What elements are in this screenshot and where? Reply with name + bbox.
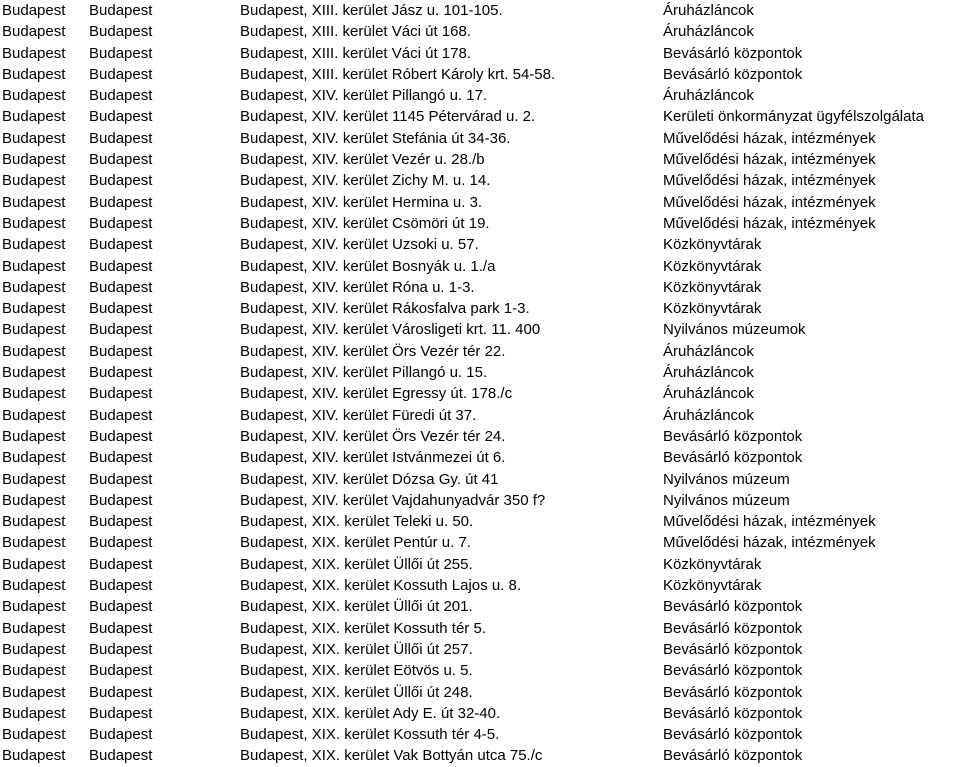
city-cell: Budapest xyxy=(2,385,66,403)
city-cell: Budapest xyxy=(2,747,66,765)
category-cell: Művelődési házak, intézmények xyxy=(663,151,876,169)
category-cell: Nyilvános múzeum xyxy=(663,470,790,488)
county-cell: Budapest xyxy=(89,427,153,445)
county-cell: Budapest xyxy=(89,704,153,722)
address-cell: Budapest, XIX. kerület Üllői út 201. xyxy=(240,598,473,616)
city-cell: Budapest xyxy=(2,534,66,552)
city-cell: Budapest xyxy=(2,406,66,424)
category-cell: Nyilvános múzeumok xyxy=(663,321,806,339)
city-cell: Budapest xyxy=(2,364,66,382)
county-cell: Budapest xyxy=(89,214,153,232)
city-cell: Budapest xyxy=(2,214,66,232)
address-cell: Budapest, XIX. kerület Pentúr u. 7. xyxy=(240,534,471,552)
city-cell: Budapest xyxy=(2,491,66,509)
county-cell: Budapest xyxy=(89,151,153,169)
city-cell: Budapest xyxy=(2,300,66,318)
category-cell: Bevásárló központok xyxy=(663,449,803,467)
county-cell: Budapest xyxy=(89,321,153,339)
county-cell: Budapest xyxy=(89,555,153,573)
table-row xyxy=(0,277,960,298)
address-cell: Budapest, XIV. kerület Hermina u. 3. xyxy=(240,193,483,211)
county-cell: Budapest xyxy=(89,257,153,275)
table-row xyxy=(0,682,960,703)
address-cell: Budapest, XIV. kerület Pillangó u. 15. xyxy=(240,364,488,382)
category-cell: Bevásárló központok xyxy=(663,65,803,83)
table-row xyxy=(0,660,960,681)
table-row xyxy=(0,319,960,340)
table-row xyxy=(0,0,960,21)
category-cell: Áruházláncok xyxy=(663,23,754,41)
city-cell: Budapest xyxy=(2,278,66,296)
city-cell: Budapest xyxy=(2,65,66,83)
address-cell: Budapest, XIV. kerület Uzsoki u. 57. xyxy=(240,236,479,254)
county-cell: Budapest xyxy=(89,300,153,318)
city-cell: Budapest xyxy=(2,23,66,41)
city-cell: Budapest xyxy=(2,449,66,467)
city-cell: Budapest xyxy=(2,555,66,573)
address-cell: Budapest, XIV. kerület Bosnyák u. 1./a xyxy=(240,257,496,275)
category-cell: Kerületi önkormányzat ügyfélszolgálata xyxy=(663,108,924,126)
category-cell: Bevásárló központok xyxy=(663,44,803,62)
address-cell: Budapest, XIV. kerület Városligeti krt. 11. 400 xyxy=(240,321,541,339)
county-cell: Budapest xyxy=(89,491,153,509)
county-cell: Budapest xyxy=(89,619,153,637)
category-cell: Áruházláncok xyxy=(663,342,754,360)
table-row xyxy=(0,106,960,127)
category-cell: Bevásárló központok xyxy=(663,662,803,680)
city-cell: Budapest xyxy=(2,640,66,658)
table-row xyxy=(0,21,960,42)
table-row xyxy=(0,170,960,191)
table-row xyxy=(0,213,960,234)
city-cell: Budapest xyxy=(2,470,66,488)
city-cell: Budapest xyxy=(2,87,66,105)
city-cell: Budapest xyxy=(2,619,66,637)
county-cell: Budapest xyxy=(89,640,153,658)
city-cell: Budapest xyxy=(2,193,66,211)
address-cell: Budapest, XIV. kerület Zichy M. u. 14. xyxy=(240,172,491,190)
category-cell: Közkönyvtárak xyxy=(663,278,762,296)
category-cell: Közkönyvtárak xyxy=(663,555,762,573)
city-cell: Budapest xyxy=(2,172,66,190)
address-cell: Budapest, XIV. kerület Pillangó u. 17. xyxy=(240,87,488,105)
table-row xyxy=(0,383,960,404)
address-cell: Budapest, XIV. kerület Örs Vezér tér 22. xyxy=(240,342,506,360)
city-cell: Budapest xyxy=(2,321,66,339)
category-cell: Bevásárló központok xyxy=(663,640,803,658)
county-cell: Budapest xyxy=(89,342,153,360)
county-cell: Budapest xyxy=(89,513,153,531)
city-cell: Budapest xyxy=(2,513,66,531)
address-cell: Budapest, XIX. kerület Vak Bottyán utca 75./c xyxy=(240,747,543,765)
category-cell: Áruházláncok xyxy=(663,87,754,105)
category-cell: Bevásárló központok xyxy=(663,619,803,637)
table-row xyxy=(0,149,960,170)
category-cell: Művelődési házak, intézmények xyxy=(663,193,876,211)
address-cell: Budapest, XIV. kerület Stefánia út 34-36. xyxy=(240,129,511,147)
table-row xyxy=(0,554,960,575)
table-row xyxy=(0,745,960,766)
address-cell: Budapest, XIII. kerület Váci út 178. xyxy=(240,44,471,62)
table-row xyxy=(0,192,960,213)
county-cell: Budapest xyxy=(89,534,153,552)
category-cell: Közkönyvtárak xyxy=(663,577,762,595)
address-cell: Budapest, XIV. kerület Füredi út 37. xyxy=(240,406,477,424)
city-cell: Budapest xyxy=(2,44,66,62)
category-cell: Bevásárló központok xyxy=(663,747,803,765)
table-row xyxy=(0,128,960,149)
county-cell: Budapest xyxy=(89,129,153,147)
table-row xyxy=(0,298,960,319)
city-cell: Budapest xyxy=(2,236,66,254)
address-cell: Budapest, XIX. kerület Üllői út 255. xyxy=(240,555,473,573)
address-cell: Budapest, XIX. kerület Üllői út 257. xyxy=(240,640,473,658)
category-cell: Művelődési házak, intézmények xyxy=(663,513,876,531)
address-cell: Budapest, XIV. kerület Dózsa Gy. út 41 xyxy=(240,470,499,488)
table-row xyxy=(0,405,960,426)
address-cell: Budapest, XIX. kerület Kossuth tér 4-5. xyxy=(240,726,500,744)
category-cell: Művelődési házak, intézmények xyxy=(663,129,876,147)
address-cell: Budapest, XIV. kerület Vajdahunyadvár 350 f? xyxy=(240,491,546,509)
category-cell: Bevásárló központok xyxy=(663,704,803,722)
address-cell: Budapest, XIV. kerület Csömöri út 19. xyxy=(240,214,490,232)
county-cell: Budapest xyxy=(89,108,153,126)
category-cell: Áruházláncok xyxy=(663,406,754,424)
county-cell: Budapest xyxy=(89,236,153,254)
table-row xyxy=(0,362,960,383)
category-cell: Közkönyvtárak xyxy=(663,300,762,318)
category-cell: Áruházláncok xyxy=(663,2,754,19)
table-row xyxy=(0,511,960,532)
table-row xyxy=(0,532,960,553)
city-cell: Budapest xyxy=(2,683,66,701)
table-row xyxy=(0,596,960,617)
address-cell: Budapest, XIX. kerület Teleki u. 50. xyxy=(240,513,474,531)
county-cell: Budapest xyxy=(89,577,153,595)
county-cell: Budapest xyxy=(89,385,153,403)
address-cell: Budapest, XIX. kerület Eötvös u. 5. xyxy=(240,662,473,680)
category-cell: Bevásárló központok xyxy=(663,427,803,445)
city-cell: Budapest xyxy=(2,704,66,722)
category-cell: Közkönyvtárak xyxy=(663,236,762,254)
address-cell: Budapest, XIV. kerület Rákosfalva park 1-3. xyxy=(240,300,530,318)
county-cell: Budapest xyxy=(89,683,153,701)
city-cell: Budapest xyxy=(2,129,66,147)
county-cell: Budapest xyxy=(89,747,153,765)
table-row xyxy=(0,426,960,447)
address-cell: Budapest, XIII. kerület Róbert Károly krt. 54-58. xyxy=(240,65,556,83)
table-row xyxy=(0,490,960,511)
table-row xyxy=(0,618,960,639)
address-cell: Budapest, XIX. kerület Üllői út 248. xyxy=(240,683,473,701)
table-row xyxy=(0,447,960,468)
table-row xyxy=(0,341,960,362)
category-cell: Művelődési házak, intézmények xyxy=(663,214,876,232)
county-cell: Budapest xyxy=(89,662,153,680)
category-cell: Közkönyvtárak xyxy=(663,257,762,275)
address-cell: Budapest, XIV. kerület Egressy út. 178./c xyxy=(240,385,513,403)
county-cell: Budapest xyxy=(89,278,153,296)
address-cell: Budapest, XIV. kerület 1145 Pétervárad u. 2. xyxy=(240,108,536,126)
county-cell: Budapest xyxy=(89,87,153,105)
address-cell: Budapest, XIV. kerület Vezér u. 28./b xyxy=(240,151,485,169)
county-cell: Budapest xyxy=(89,172,153,190)
city-cell: Budapest xyxy=(2,257,66,275)
table-row xyxy=(0,639,960,660)
table-row xyxy=(0,256,960,277)
category-cell: Nyilvános múzeum xyxy=(663,491,790,509)
category-cell: Bevásárló központok xyxy=(663,598,803,616)
table-row xyxy=(0,43,960,64)
category-cell: Művelődési házak, intézmények xyxy=(663,172,876,190)
table-row xyxy=(0,575,960,596)
county-cell: Budapest xyxy=(89,449,153,467)
city-cell: Budapest xyxy=(2,151,66,169)
county-cell: Budapest xyxy=(89,364,153,382)
category-cell: Áruházláncok xyxy=(663,385,754,403)
county-cell: Budapest xyxy=(89,44,153,62)
address-cell: Budapest, XIII. kerület Jász u. 101-105. xyxy=(240,2,503,19)
address-cell: Budapest, XIX. kerület Ady E. út 32-40. xyxy=(240,704,501,722)
county-cell: Budapest xyxy=(89,406,153,424)
city-cell: Budapest xyxy=(2,2,66,19)
city-cell: Budapest xyxy=(2,427,66,445)
city-cell: Budapest xyxy=(2,577,66,595)
table-row xyxy=(0,724,960,745)
address-cell: Budapest, XIX. kerület Kossuth tér 5. xyxy=(240,619,486,637)
county-cell: Budapest xyxy=(89,65,153,83)
county-cell: Budapest xyxy=(89,598,153,616)
city-cell: Budapest xyxy=(2,108,66,126)
county-cell: Budapest xyxy=(89,726,153,744)
county-cell: Budapest xyxy=(89,193,153,211)
county-cell: Budapest xyxy=(89,2,153,19)
table-row xyxy=(0,703,960,724)
category-cell: Bevásárló központok xyxy=(663,683,803,701)
address-cell: Budapest, XIV. kerület Istvánmezei út 6. xyxy=(240,449,506,467)
category-cell: Bevásárló központok xyxy=(663,726,803,744)
address-cell: Budapest, XIV. kerület Örs Vezér tér 24. xyxy=(240,427,506,445)
category-cell: Áruházláncok xyxy=(663,364,754,382)
city-cell: Budapest xyxy=(2,342,66,360)
county-cell: Budapest xyxy=(89,23,153,41)
city-cell: Budapest xyxy=(2,726,66,744)
table-row xyxy=(0,64,960,85)
city-cell: Budapest xyxy=(2,598,66,616)
address-cell: Budapest, XIV. kerület Róna u. 1-3. xyxy=(240,278,475,296)
table-row xyxy=(0,85,960,106)
address-cell: Budapest, XIX. kerület Kossuth Lajos u. 8. xyxy=(240,577,522,595)
table-row xyxy=(0,234,960,255)
category-cell: Művelődési házak, intézmények xyxy=(663,534,876,552)
address-cell: Budapest, XIII. kerület Váci út 168. xyxy=(240,23,471,41)
county-cell: Budapest xyxy=(89,470,153,488)
city-cell: Budapest xyxy=(2,662,66,680)
table-row xyxy=(0,469,960,490)
